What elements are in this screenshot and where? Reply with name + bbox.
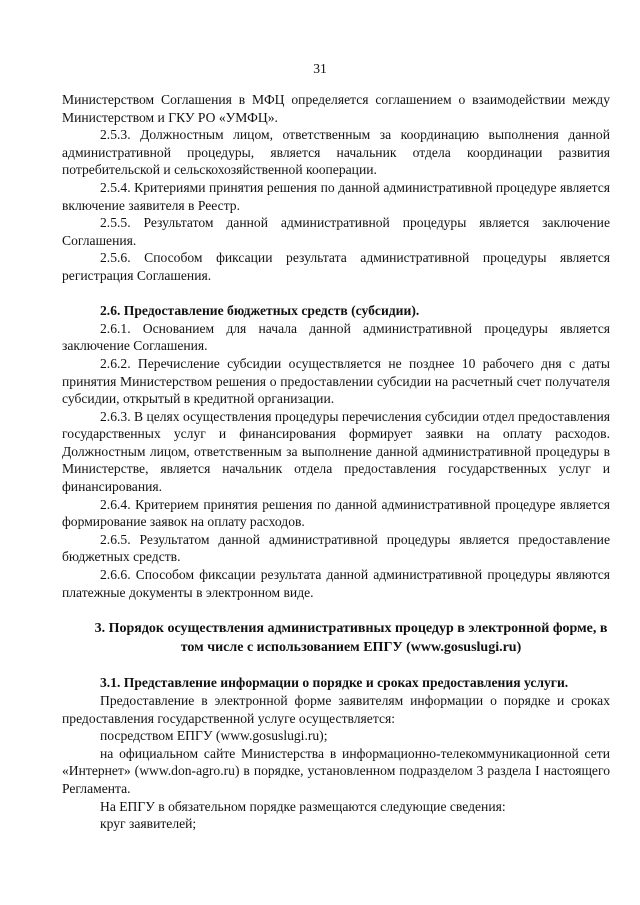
paragraph-spacer <box>62 657 610 675</box>
page-number: 31 <box>313 61 327 76</box>
paragraph: 2.5.4. Критериями принятия решения по данной административной процедуре является включение заявителя в Реестр. <box>62 179 610 213</box>
paragraph: На ЕПГУ в обязательном порядке размещаются следующие сведения: <box>100 798 506 814</box>
paragraph: 2.5.5. Результатом данной административной процедуры является заключение Соглашения. <box>62 215 610 248</box>
paragraph: на официальном сайте Министерства в информационно-телекоммуникационной сети «Интернет» (www.don-agro.ru) в порядке, установленном подразделом 3 раздела I настоящего Регламента. <box>62 745 610 796</box>
paragraph-spacer <box>62 601 610 619</box>
subsection-heading: 3.1. Представление информации о порядке и сроках предоставления услуги. <box>100 675 569 691</box>
paragraph: 2.6.1. Основанием для начала данной административной процедуры является заключение Соглашения. <box>62 320 610 354</box>
paragraph: посредством ЕПГУ (www.gosuslugi.ru); <box>100 728 328 744</box>
paragraph: 2.5.6. Способом фиксации результата административной процедуры является регистрация Соглашения. <box>62 250 610 283</box>
paragraph: 2.5.3. Должностным лицом, ответственным за координацию выполнения данной административной процедуры, является начальник отдела координации развития потребительской и сельскохозяйственной кооперации. <box>62 127 610 178</box>
paragraph: 2.6.4. Критерием принятия решения по данной административной процедуре является формирование заявок на оплату расходов. <box>62 496 610 530</box>
paragraph: 2.6.6. Способом фиксации результата данной административной процедуры являются платежные документы в электронном виде. <box>62 567 610 600</box>
paragraph: 2.6.2. Перечисление субсидии осуществляется не позднее 10 рабочего дня с даты принятия Министерством решения о предоставлении субсидии на расчетный счет получателя субсидии, открытый в кредитной организации. <box>62 355 610 407</box>
paragraph: Предоставление в электронной форме заявителям информации о порядке и сроках предоставления государственной услуге осуществляется: <box>62 693 610 726</box>
section-heading: 3. Порядок осуществления административных процедур в электронной форме, в том числе с использованием ЕПГУ (www.gosuslugi.ru) <box>94 620 608 655</box>
paragraph-spacer <box>62 285 610 303</box>
paragraph: круг заявителей; <box>100 816 197 832</box>
subsection-heading: 2.6. Предоставление бюджетных средств (субсидии). <box>100 303 420 319</box>
paragraph: Министерством Соглашения в МФЦ определяется соглашением о взаимодействии между Министерством и ГКУ РО «УМФЦ». <box>62 92 610 125</box>
document-body <box>62 91 610 833</box>
paragraph: 2.6.3. В целях осуществления процедуры перечисления субсидии отдел предоставления государственных услуг и финансирования формирует заявки на оплату расходов. Должностным лицом, ответственным за выполнение данной административной процедуры в Министерстве, является начальник отдела предоставления государственных услуг и финансирования. <box>62 408 610 495</box>
paragraph: 2.6.5. Результатом данной административной процедуры является предоставление бюджетных средств. <box>62 531 610 565</box>
